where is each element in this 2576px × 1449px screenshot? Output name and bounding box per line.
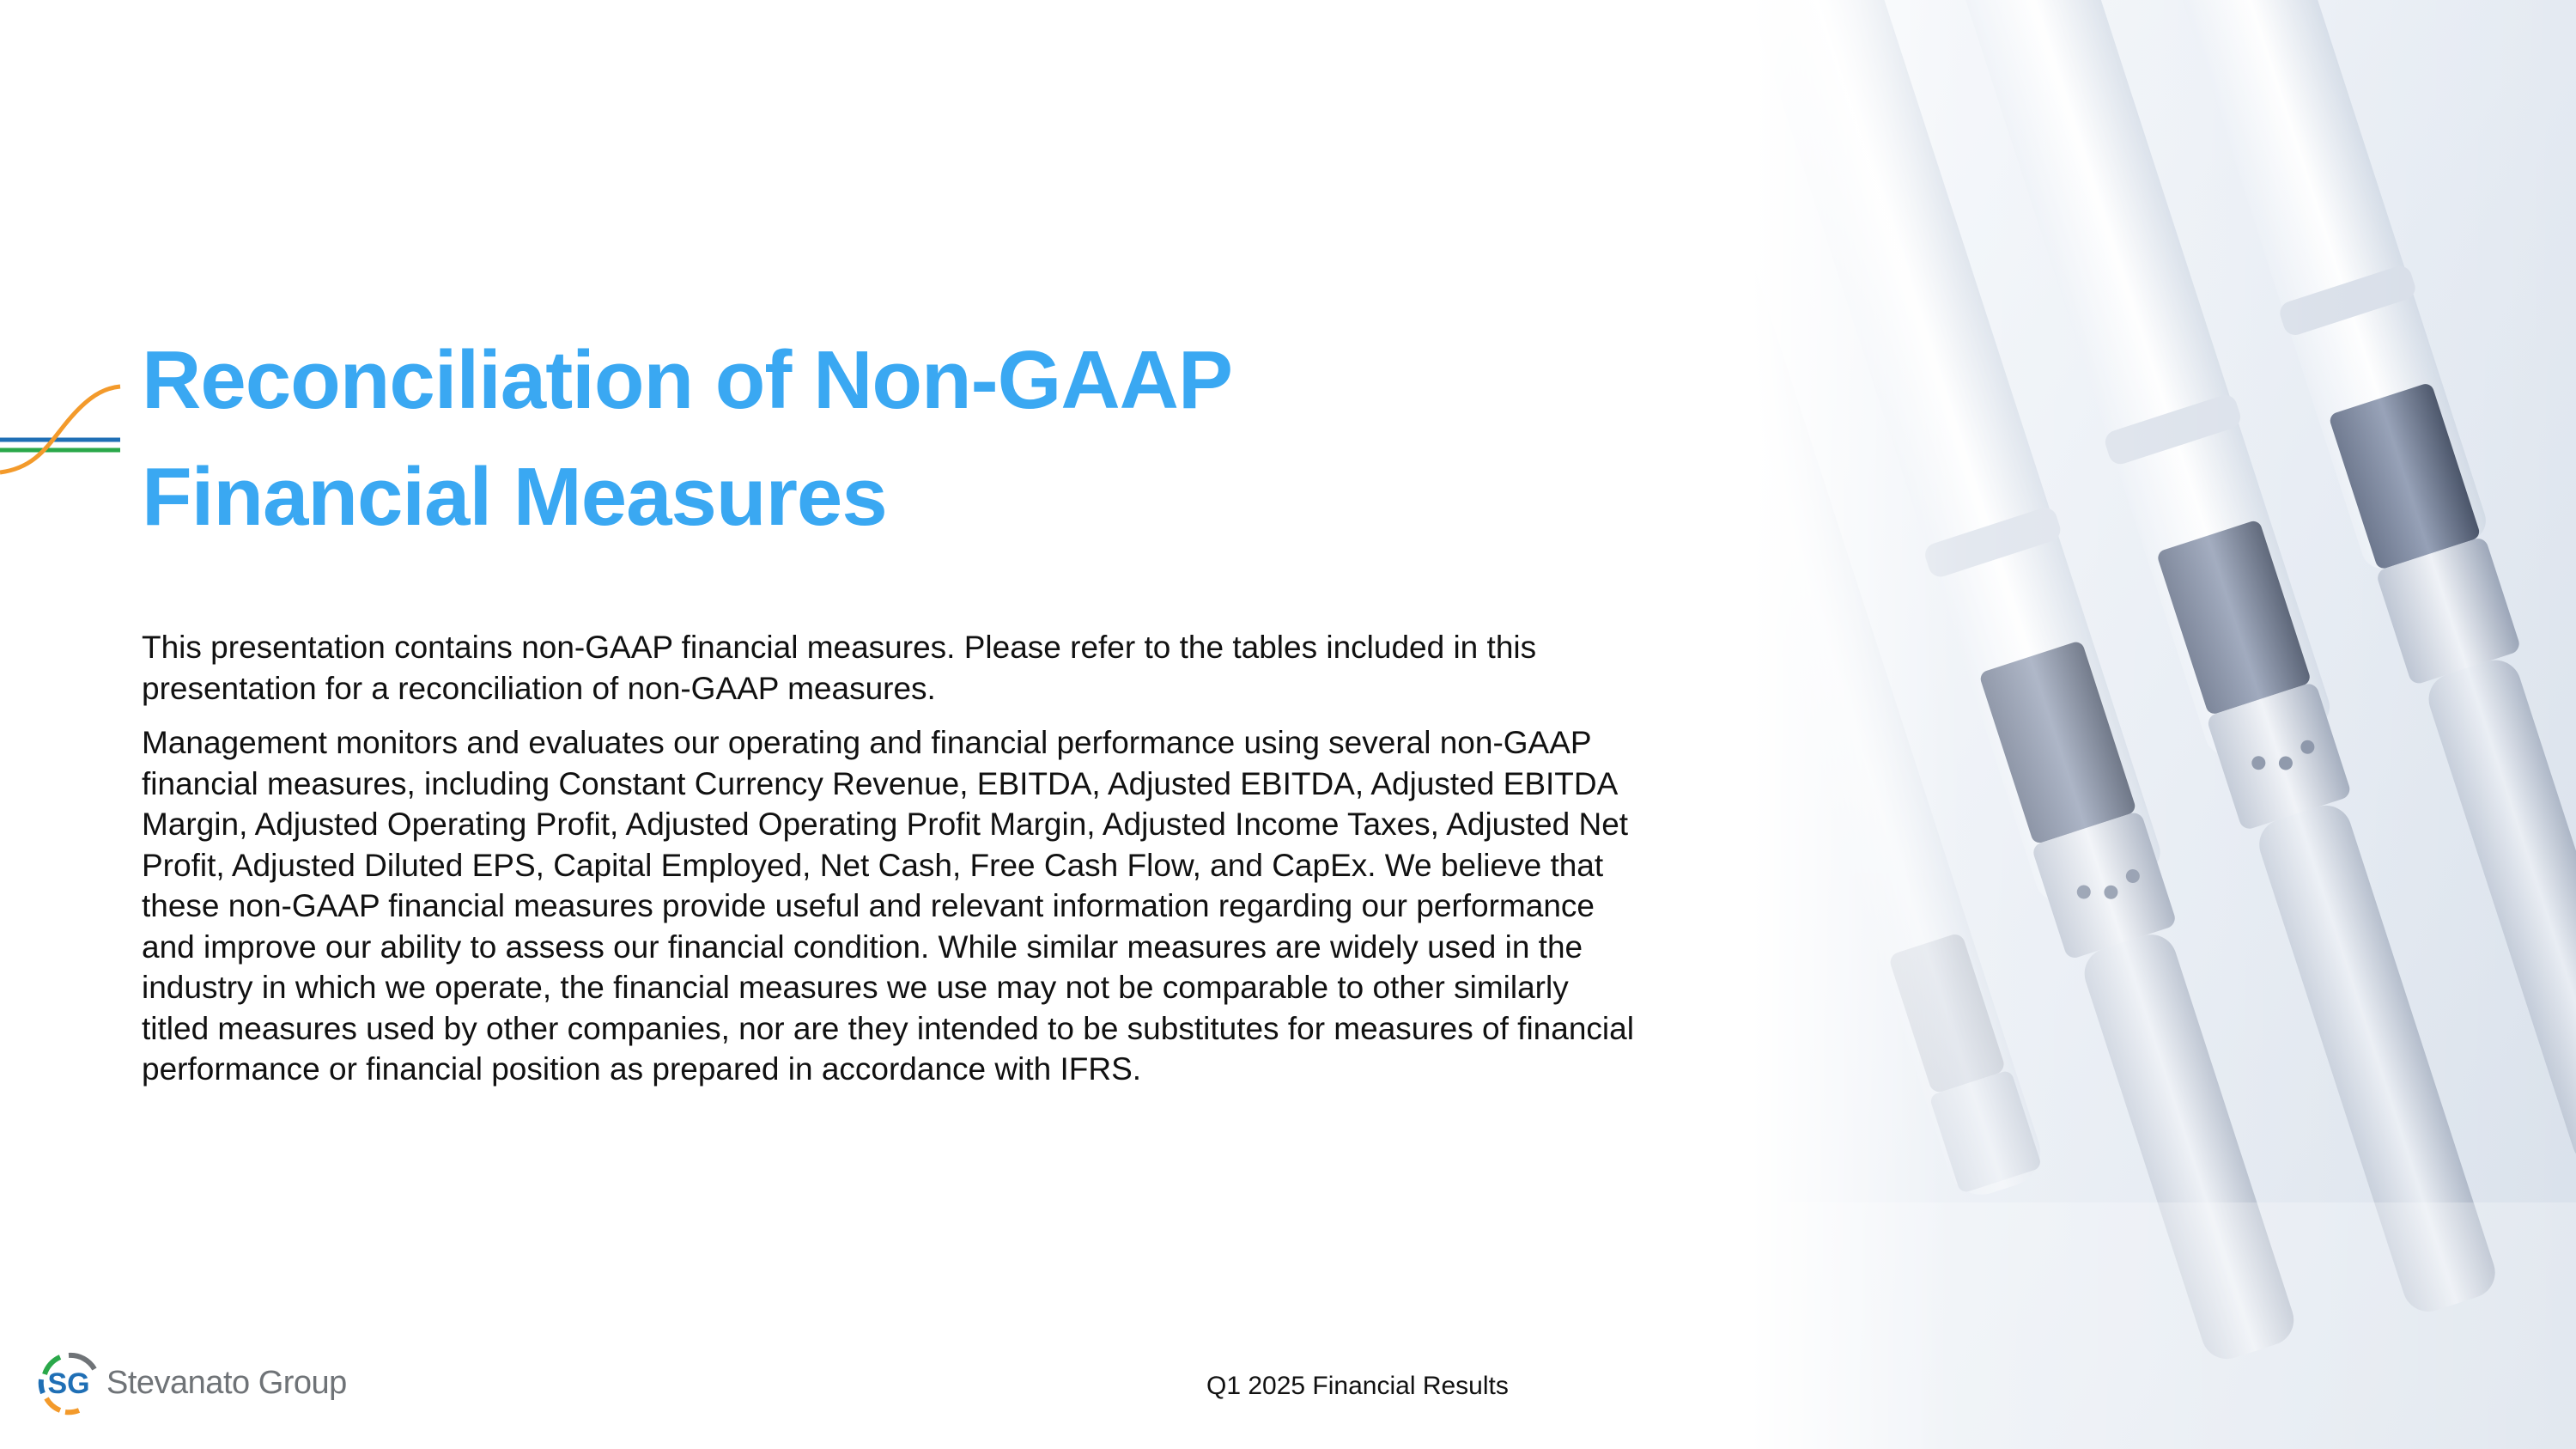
stevanato-logo-icon	[34, 1349, 103, 1417]
page-title	[142, 322, 1430, 556]
company-logo	[34, 1349, 347, 1417]
company-name: Stevanato Group	[106, 1364, 347, 1401]
logo-initials: SG	[47, 1367, 90, 1400]
paragraph-intro: This presentation contains non-GAAP financial measures. Please refer to the tables included in this presentation for a reconciliation of non-GAAP measures.	[142, 630, 1537, 706]
swoosh-lines-icon	[0, 378, 129, 490]
body-text	[142, 627, 1636, 1104]
syringe-vials-photo	[1752, 0, 2576, 1449]
title-line-2: Financial Measures	[142, 451, 887, 543]
report-label: Q1 2025 Financial Results	[1206, 1372, 1509, 1400]
title-line-1: Reconciliation of Non-GAAP	[142, 334, 1232, 426]
paragraph-details: Management monitors and evaluates our operating and financial performance using several non-GAAP financial measures, including Constant Currency Revenue, EBITDA, Adjusted EBITDA, Adjusted EBITDA Margin, Adjusted Operating Profit, Adjusted Operating Profit Margin, Adjusted Income Taxes, Adjusted Net Profit, Adjusted Diluted EPS, Capital Employed, Net Cash, Free Cash Flow, and CapEx. We believe that these non-GAAP financial measures provide useful and relevant information regarding our performance and improve our ability to assess our financial condition. While similar measures are widely used in the industry in which we operate, the financial measures we use may not be comparable to other similarly titled measures used by other companies, nor are they intended to be substitutes for measures of financial performance or financial position as prepared in accordance with IFRS.	[142, 725, 1634, 1087]
